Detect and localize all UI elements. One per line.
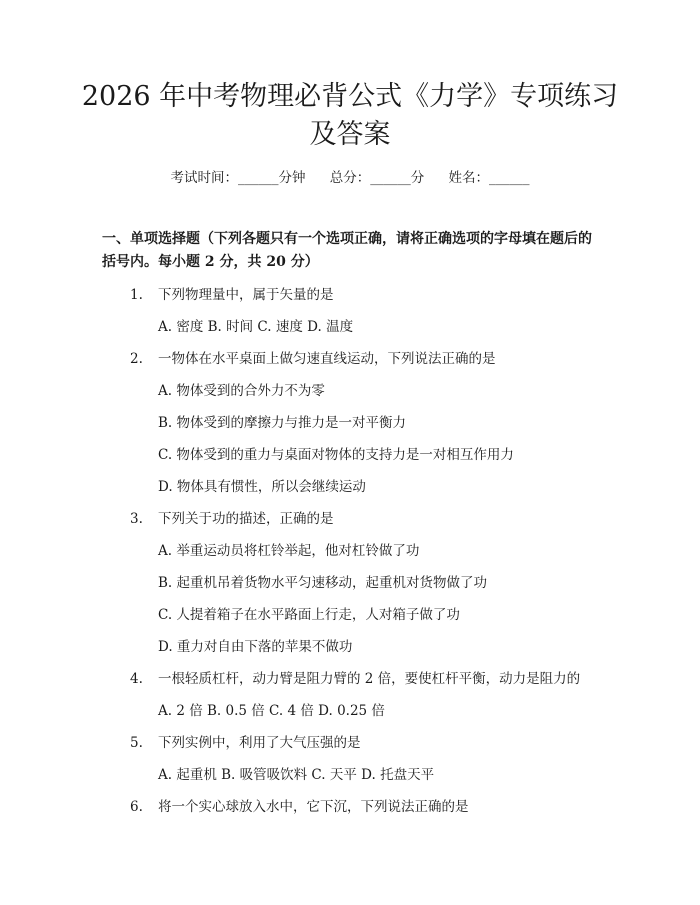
question-text: 将一个实心球放入水中，它下沉，下列说法正确的是 (158, 799, 469, 815)
exam-meta (0, 166, 700, 186)
document-title (60, 78, 640, 154)
exam-total-score: 总分：______分 (329, 170, 425, 186)
question-2-option-d: D. 物体具有惯性，所以会继续运动 (158, 479, 366, 495)
question-3-option-a: A. 举重运动员将杠铃举起，他对杠铃做了功 (158, 543, 420, 559)
question-2-option-a: A. 物体受到的合外力不为零 (158, 383, 325, 399)
question-2-option-c: C. 物体受到的重力与桌面对物体的支持力是一对相互作用力 (158, 447, 514, 463)
question-1 (130, 283, 334, 303)
question-2-option-b: B. 物体受到的摩擦力与推力是一对平衡力 (158, 415, 407, 431)
question-number: 2. (130, 351, 143, 367)
question-number: 6. (130, 799, 143, 815)
question-text: 一物体在水平桌面上做匀速直线运动，下列说法正确的是 (158, 351, 496, 367)
title-line-1: 2026 年中考物理必背公式《力学》专项练习 (81, 81, 619, 112)
section-heading: 一、单项选择题（下列各题只有一个选项正确，请将正确选项的字母填在题后的括号内。每小题 2 分，共 20 分） (102, 231, 592, 270)
question-5 (130, 731, 361, 751)
question-3-option-c: C. 人提着箱子在水平路面上行走，人对箱子做了功 (158, 607, 460, 623)
question-6 (130, 795, 469, 815)
question-text: 下列关于功的描述，正确的是 (158, 511, 334, 527)
question-text: 一根轻质杠杆，动力臂是阻力臂的 2 倍，要使杠杆平衡，动力是阻力的 (158, 671, 581, 687)
question-4 (130, 667, 580, 687)
student-name: 姓名：______ (448, 170, 530, 186)
question-2 (130, 347, 496, 367)
question-5-options: A. 起重机 B. 吸管吸饮料 C. 天平 D. 托盘天平 (158, 767, 435, 783)
question-1-options: A. 密度 B. 时间 C. 速度 D. 温度 (158, 319, 354, 335)
question-3-option-b: B. 起重机吊着货物水平匀速移动，起重机对货物做了功 (158, 575, 488, 591)
question-number: 3. (130, 511, 143, 527)
question-3 (130, 507, 334, 527)
question-number: 4. (130, 671, 143, 687)
question-text: 下列物理量中，属于矢量的是 (158, 287, 334, 303)
question-number: 5. (130, 735, 143, 751)
question-number: 1. (130, 287, 143, 303)
question-text: 下列实例中，利用了大气压强的是 (158, 735, 361, 751)
question-4-options: A. 2 倍 B. 0.5 倍 C. 4 倍 D. 0.25 倍 (158, 703, 385, 719)
question-3-option-d: D. 重力对自由下落的苹果不做功 (158, 639, 353, 655)
title-line-2: 及答案 (309, 119, 391, 150)
exam-time: 考试时间：______分钟 (170, 170, 306, 186)
